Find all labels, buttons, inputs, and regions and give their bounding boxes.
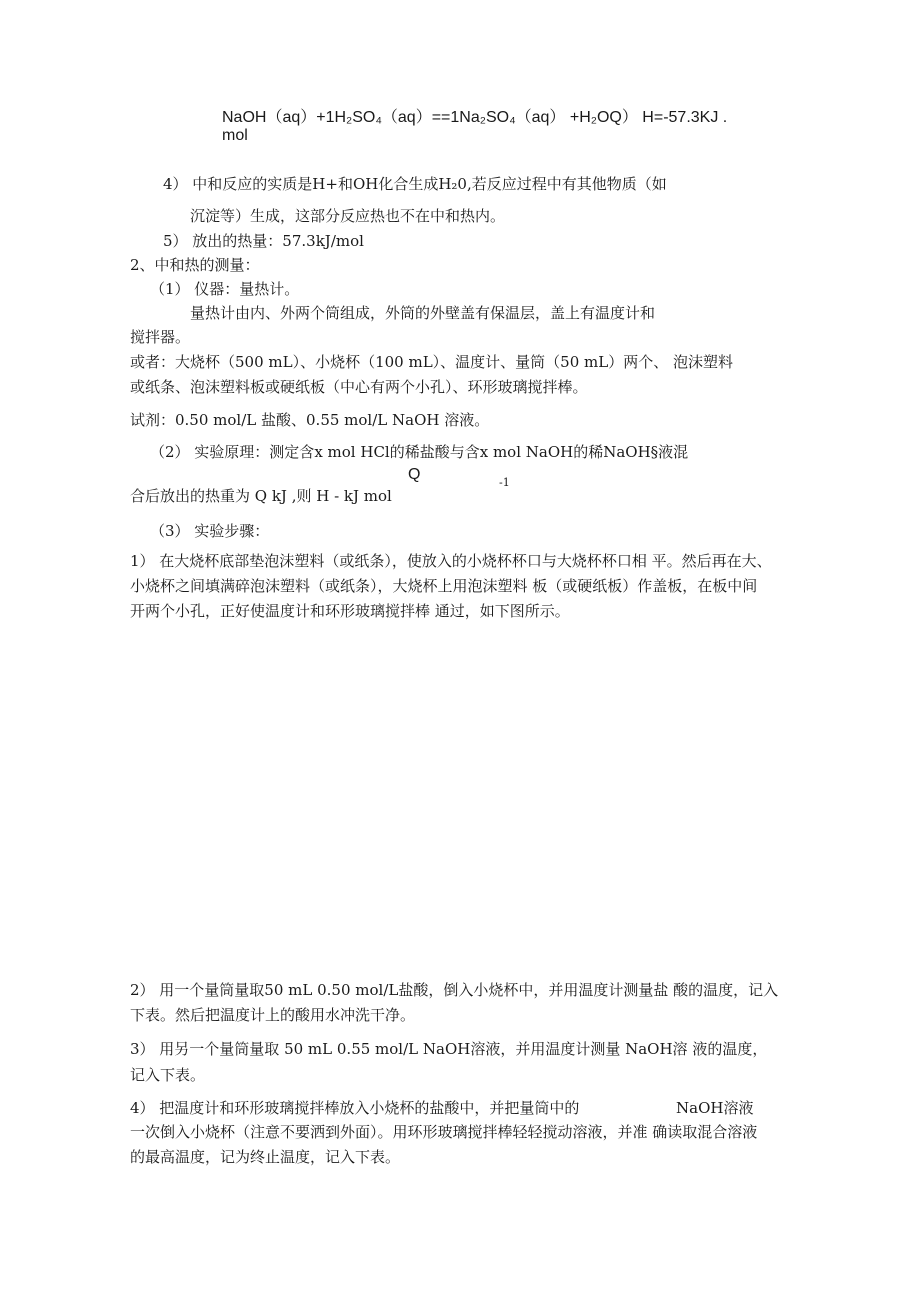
step-3-line-1: 3） 用另一个量筒量取 50 mL 0.55 mol/L NaOH溶液，并用温度计测量 NaOH溶 液的温度， [130, 1040, 768, 1058]
step-4-line-2: 一次倒入小烧杯（注意不要洒到外面）。用环形玻璃搅拌棒轻轻搅动溶液，并准 确读取混合溶液 [130, 1123, 758, 1141]
step-2-line-2: 下表。然后把温度计上的酸用水冲洗干净。 [130, 1006, 416, 1024]
instrument-alt-1: 或者：大烧杯（500 mL）、小烧杯（100 mL）、温度计、量筒（50 mL）两个、 泡沫塑料 [130, 353, 733, 371]
steps-heading: （3） 实验步骤： [150, 522, 270, 540]
step-1-line-2: 小烧杯之间填满碎泡沫塑料（或纸条），大烧杯上用泡沫塑料 板（或硬纸板）作盖板，在板中间 [130, 577, 758, 595]
step-2-line-1: 2） 用一个量筒量取50 mL 0.50 mol/L盐酸，倒入小烧杯中，并用温度计测量盐 酸的温度，记入 [130, 981, 779, 999]
instrument-label: （1） 仪器：量热计。 [150, 280, 300, 298]
step-1-line-1: 1） 在大烧杯底部垫泡沫塑料（或纸条），使放入的小烧杯杯口与大烧杯杯口相 平。然后再在大、 [130, 552, 772, 570]
item-5: 5） 放出的热量：57.3kJ/mol [163, 232, 364, 250]
principle-line-2: 合后放出的热重为 Q kJ ,则 H - kJ mol [130, 487, 392, 505]
instrument-desc-2: 搅拌器。 [130, 328, 191, 346]
item-4-line-1: 4） 中和反应的实质是H+和OH化合生成H₂0,若反应过程中有其他物质（如 [163, 175, 667, 193]
equation-line-1: NaOH（aq）+1H₂SO₄（aq）==1Na₂SO₄（aq） +H₂OQ） H=-57.3KJ . [222, 109, 728, 126]
instrument-desc-1: 量热计由内、外两个筒组成，外筒的外壁盖有保温层，盖上有温度计和 [190, 304, 656, 322]
figure-placeholder [130, 640, 790, 960]
step-4-line-1b: NaOH溶液 [676, 1099, 754, 1117]
principle-q-numerator: Q [408, 466, 421, 483]
step-1-line-3: 开两个小孔，正好使温度计和环形玻璃搅拌棒 通过，如下图所示。 [130, 602, 570, 620]
section-2-heading: 2、中和热的测量： [130, 256, 260, 274]
step-4-line-1a: 4） 把温度计和环形玻璃搅拌棒放入小烧杯的盐酸中，并把量筒中的 [130, 1099, 580, 1117]
step-4-line-3: 的最高温度，记为终止温度，记入下表。 [130, 1148, 401, 1166]
item-4-line-2: 沉淀等）生成，这部分反应热也不在中和热内。 [190, 207, 506, 225]
principle-line-1: （2） 实验原理：测定含x mol HCl的稀盐酸与含x mol NaOH的稀NaOH§液混 [150, 443, 689, 461]
reagent-line: 试剂：0.50 mol/L 盐酸、0.55 mol/L NaOH 溶液。 [130, 411, 490, 429]
step-3-line-2: 记入下表。 [130, 1066, 206, 1084]
principle-exponent: -1 [499, 476, 510, 489]
instrument-alt-2: 或纸条、泡沫塑料板或硬纸板（中心有两个小孔）、环形玻璃搅拌棒。 [130, 378, 588, 396]
equation-line-2: mol [222, 127, 248, 144]
